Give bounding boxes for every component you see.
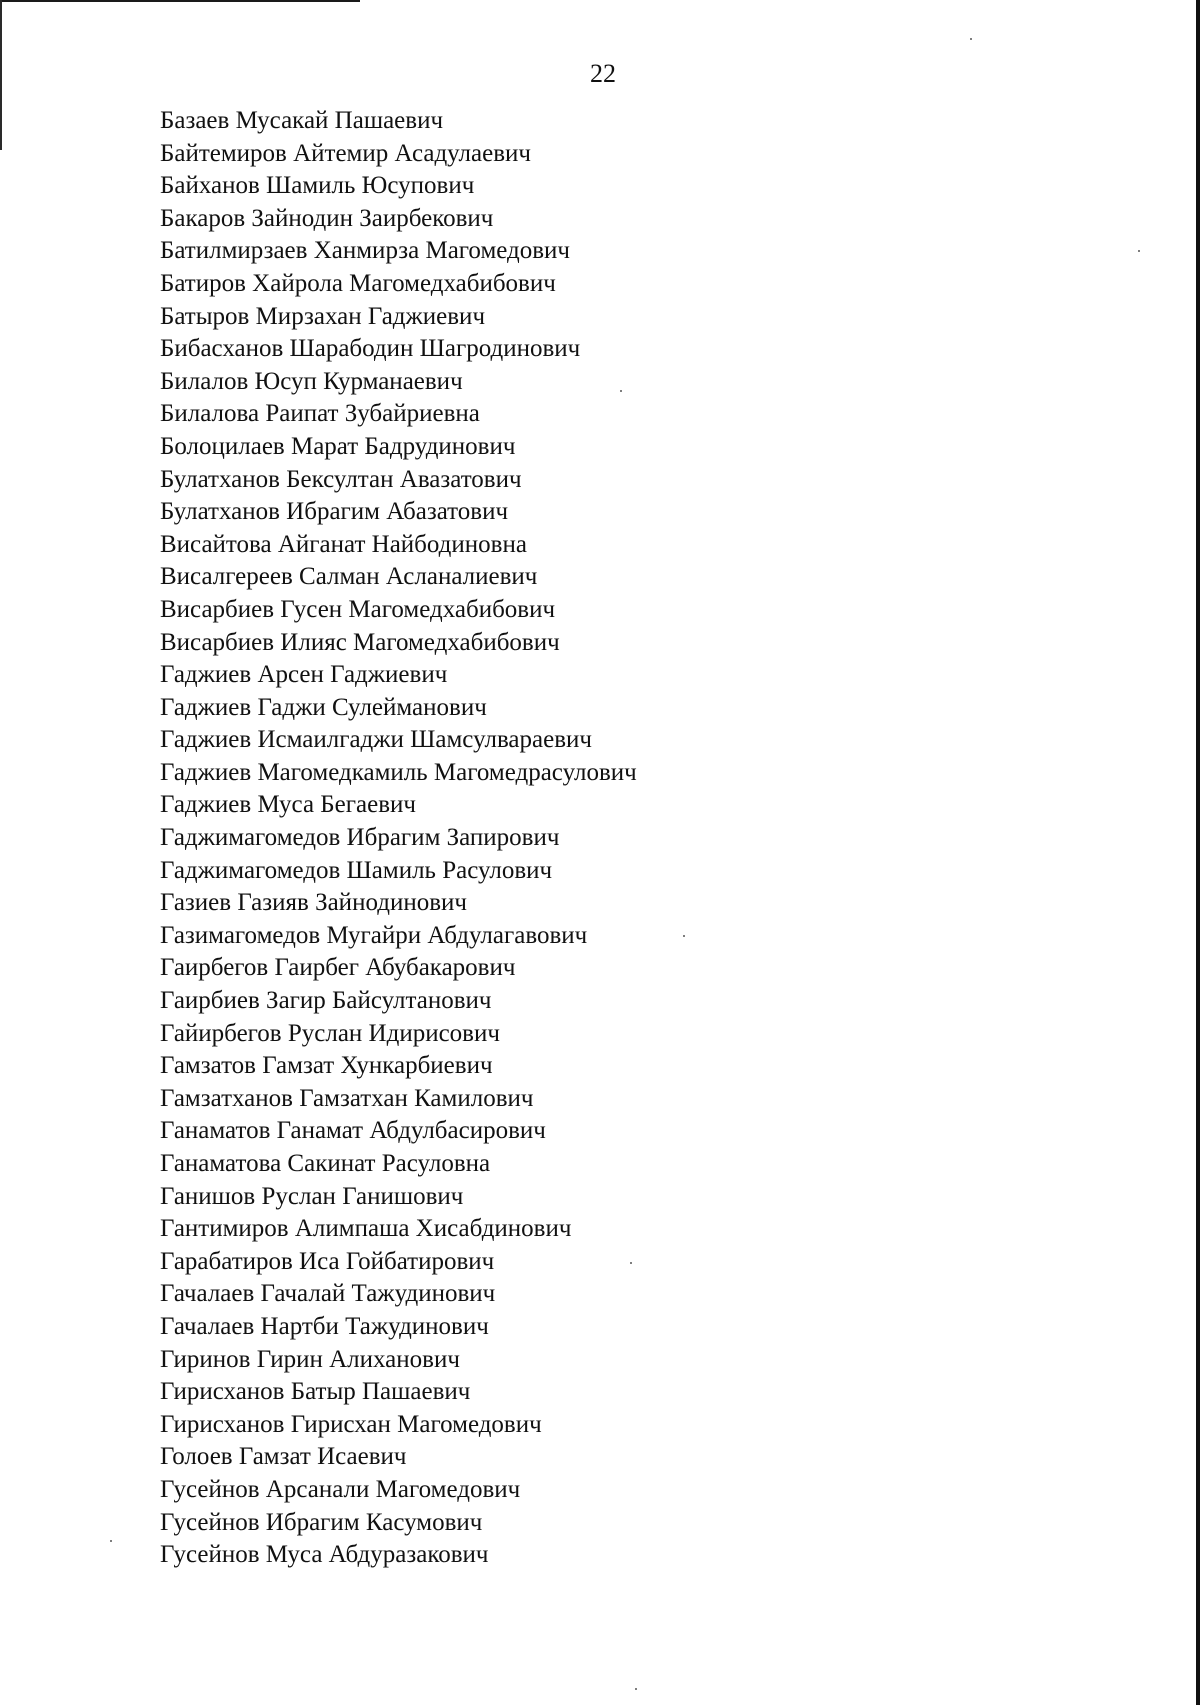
list-item: Газиев Газияв Зайнодинович	[160, 889, 467, 917]
list-item: Гамзатов Гамзат Хункарбиевич	[160, 1052, 493, 1080]
list-item: Гирисханов Гирисхан Магомедович	[160, 1410, 542, 1438]
list-item: Булатханов Ибрагим Абазатович	[160, 498, 509, 526]
list-item: Гачалаев Нартби Тажудинович	[160, 1312, 489, 1340]
list-item: Ганишов Руслан Ганишович	[160, 1182, 464, 1210]
list-item: Гантимиров Алимпаша Хисабдинович	[160, 1215, 572, 1243]
scan-edge-right	[1196, 0, 1200, 1705]
list-item: Бакаров Зайнодин Заирбекович	[160, 204, 494, 232]
list-item: Газимагомедов Мугайри Абдулагавович	[160, 921, 588, 949]
scan-speck	[630, 1262, 632, 1264]
list-item: Гамзатханов Гамзатхан Камилович	[160, 1084, 534, 1112]
list-item: Булатханов Бексултан Авазатович	[160, 465, 522, 493]
list-item: Ганаматов Ганамат Абдулбасирович	[160, 1117, 546, 1145]
list-item: Гаджиев Исмаилгаджи Шамсулвараевич	[160, 726, 592, 754]
list-item: Гаирбиев Загир Байсултанович	[160, 987, 492, 1015]
list-item: Ганаматова Сакинат Расуловна	[160, 1150, 491, 1177]
list-item: Гачалаев Гачалай Тажудинович	[160, 1280, 496, 1308]
list-item: Билалова Раипат Зубайриевна	[160, 400, 480, 428]
list-item: Гусейнов Ибрагим Касумович	[160, 1508, 483, 1536]
list-item: Гиринов Гирин Алиханович	[160, 1345, 460, 1373]
scan-edge-left	[0, 0, 2, 150]
list-item: Висайтова Айганат Найбодиновна	[160, 530, 527, 558]
list-item: Гирисханов Батыр Пашаевич	[160, 1378, 471, 1406]
list-item: Батиров Хайрола Магомедхабибович	[160, 269, 556, 297]
scan-speck	[620, 390, 622, 392]
list-item: Голоев Гамзат Исаевич	[160, 1443, 407, 1471]
list-item: Гаджиев Магомедкамиль Магомедрасулович	[160, 758, 637, 786]
list-item: Гаджиев Муса Бегаевич	[160, 791, 416, 819]
scan-speck	[1138, 250, 1140, 252]
list-item: Висалгереев Салман Асланалиевич	[160, 563, 538, 591]
scan-speck	[683, 935, 685, 937]
name-list	[160, 105, 637, 1572]
list-item: Гаджимагомедов Ибрагим Запирович	[160, 824, 560, 852]
list-item: Болоцилаев Марат Бадрудинович	[160, 432, 516, 460]
list-item: Бибасханов Шарабодин Шагродинович	[160, 335, 581, 363]
page-number: 22	[590, 59, 616, 88]
list-item: Гайирбегов Руслан Идирисович	[160, 1019, 500, 1047]
list-item: Гусейнов Арсанали Магомедович	[160, 1475, 521, 1503]
list-item: Висарбиев Илияс Магомедхабибович	[160, 628, 560, 656]
list-item: Байханов Шамиль Юсупович	[160, 172, 475, 200]
list-item: Гарабатиров Иса Гойбатирович	[160, 1247, 495, 1275]
list-item: Байтемиров Айтемир Асадулаевич	[160, 139, 531, 167]
scan-speck	[635, 1688, 637, 1690]
list-item: Базаев Мусакай Пашаевич	[160, 107, 444, 134]
scan-speck	[110, 1540, 112, 1542]
list-item: Гаирбегов Гаирбег Абубакарович	[160, 954, 516, 982]
list-item: Гаджимагомедов Шамиль Расулович	[160, 856, 553, 884]
list-item: Батыров Мирзахан Гаджиевич	[160, 302, 486, 330]
list-item: Батилмирзаев Ханмирза Магомедович	[160, 237, 571, 265]
scan-edge-top	[0, 0, 360, 2]
list-item: Гусейнов Муса Абдуразакович	[160, 1541, 489, 1569]
list-item: Гаджиев Гаджи Сулейманович	[160, 693, 487, 721]
scan-speck	[970, 38, 972, 40]
list-item: Билалов Юсуп Курманаевич	[160, 367, 463, 395]
list-item: Висарбиев Гусен Магомедхабибович	[160, 595, 556, 623]
list-item: Гаджиев Арсен Гаджиевич	[160, 661, 448, 689]
